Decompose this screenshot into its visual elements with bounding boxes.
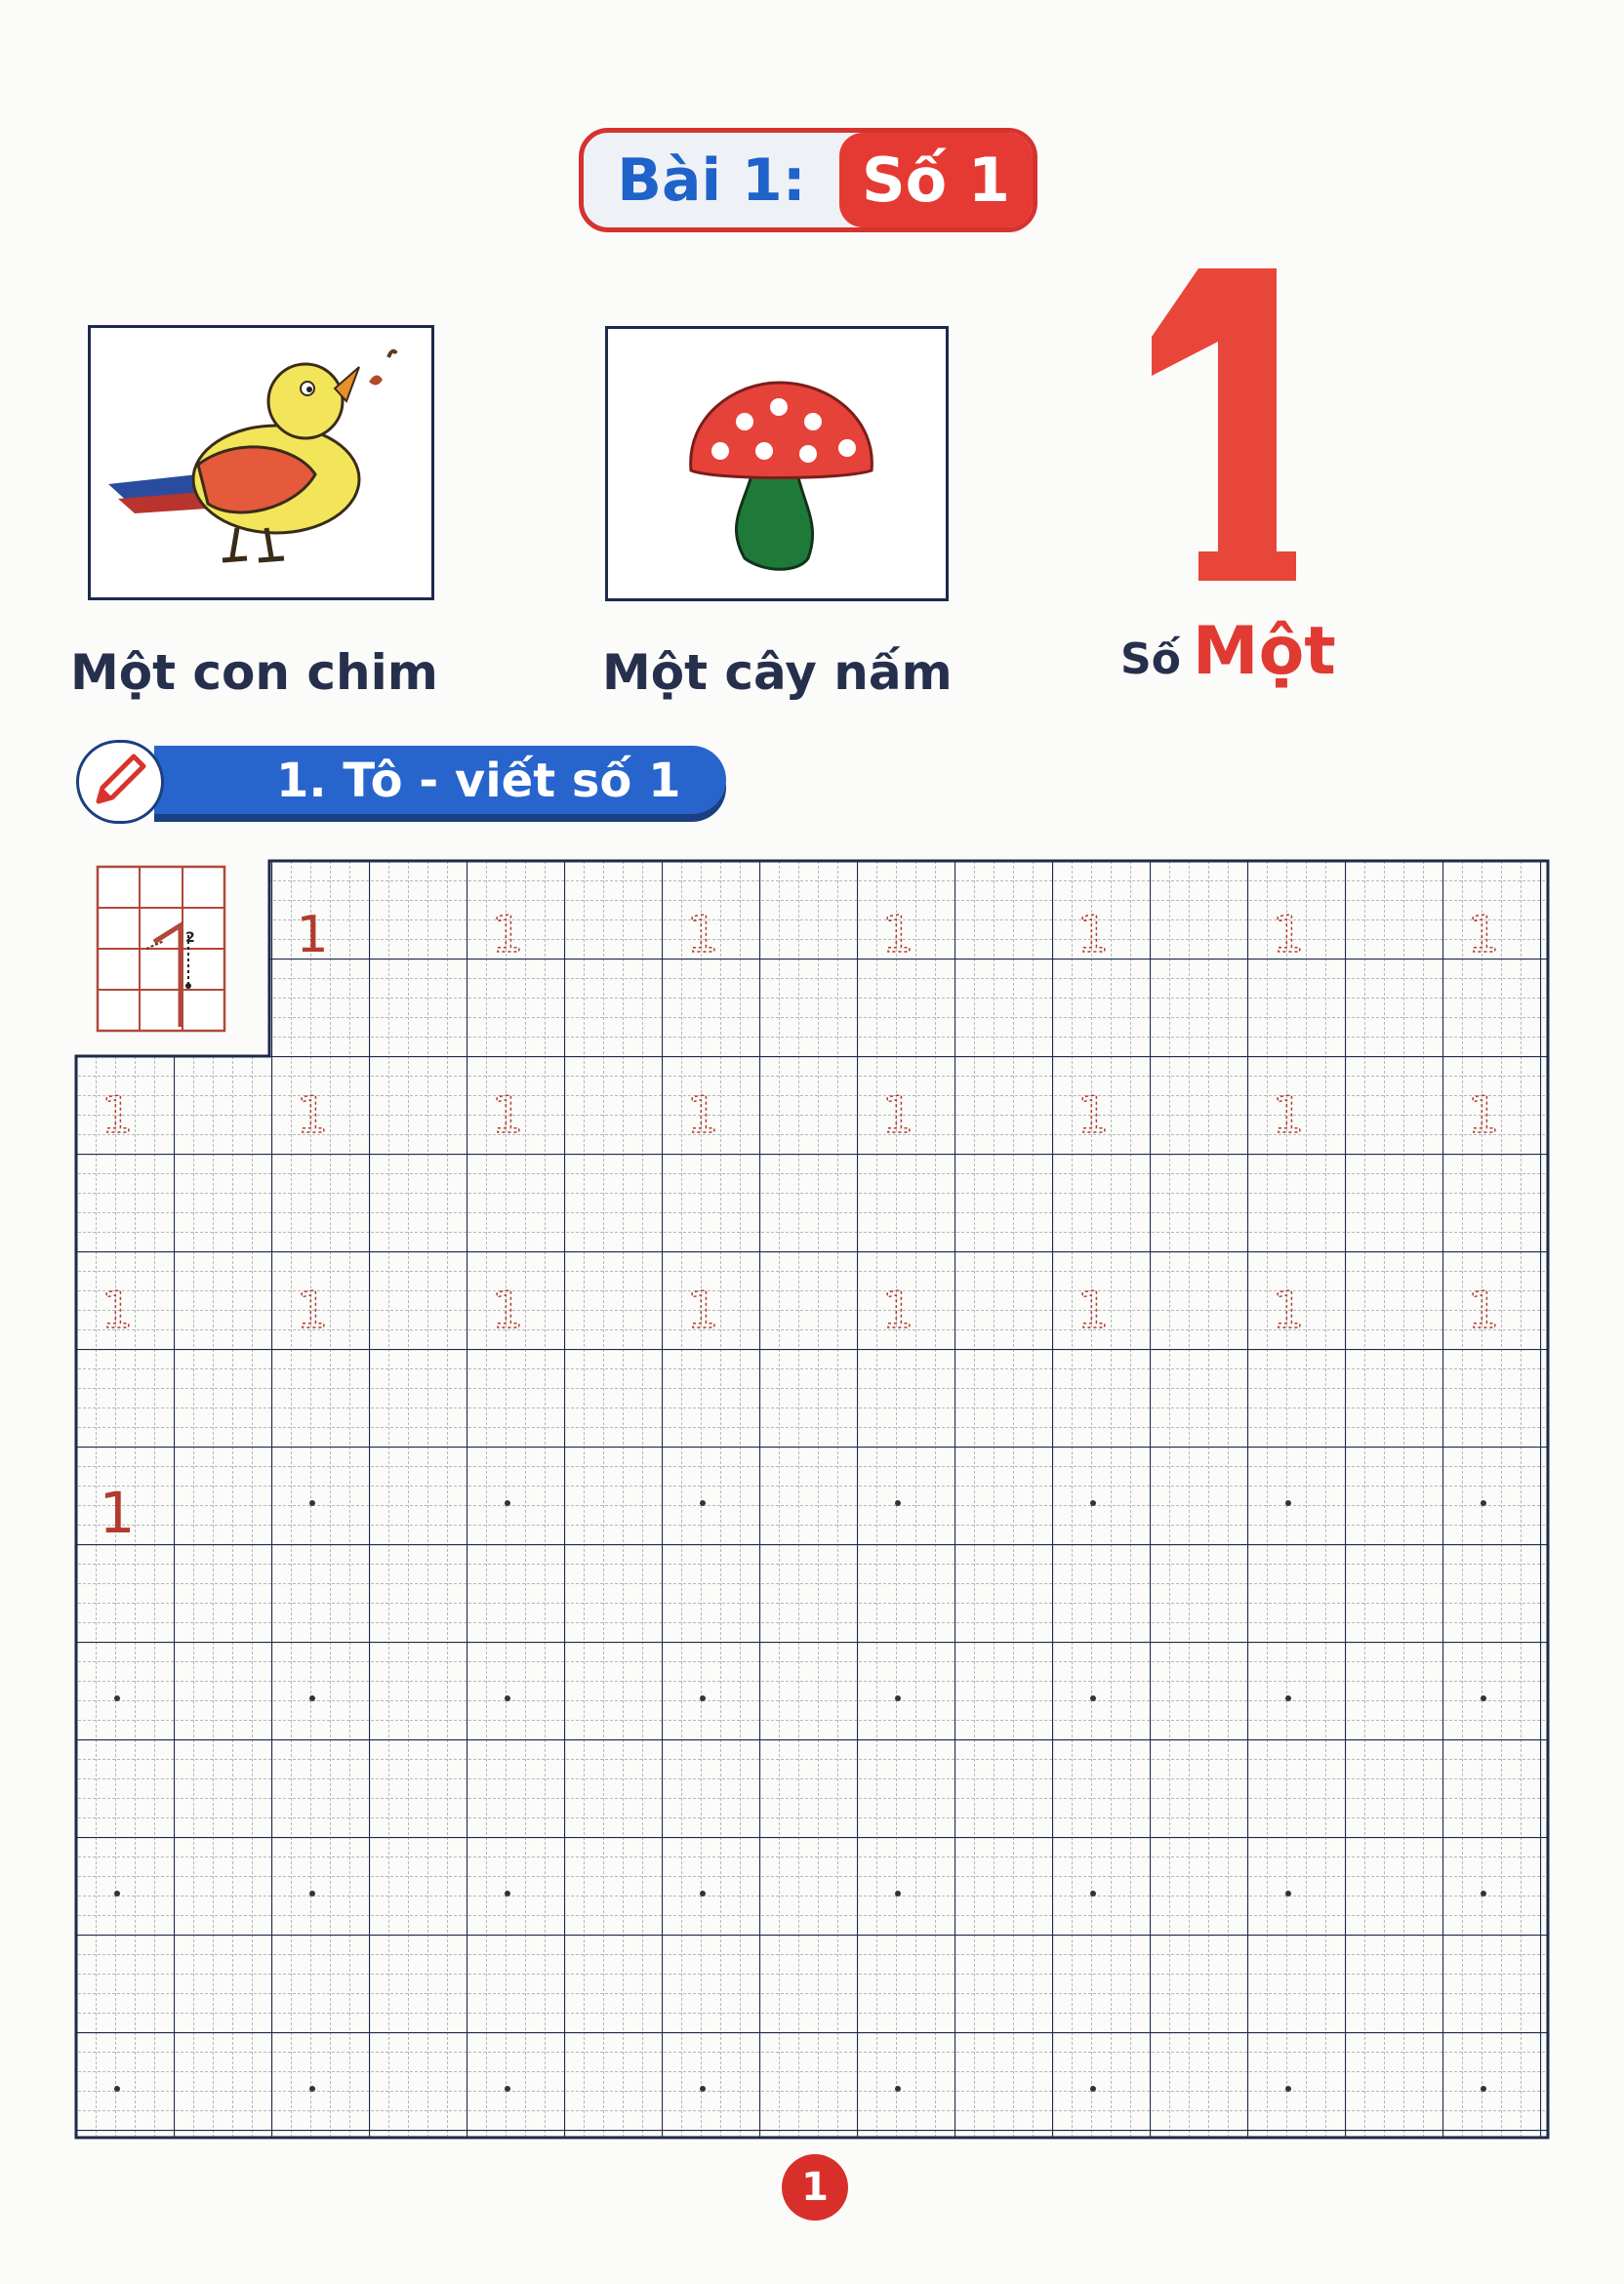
- section-title: 1. Tô - viết số 1: [276, 754, 681, 808]
- start-dot: [700, 2086, 706, 2092]
- start-dot: [1285, 1891, 1291, 1897]
- start-dot: [1090, 1500, 1096, 1506]
- trace-digit: 1: [1272, 906, 1305, 964]
- trace-digit: 1: [1076, 906, 1110, 964]
- start-dot: [114, 2086, 120, 2092]
- page-number: 1: [782, 2154, 848, 2221]
- trace-digit: 1: [686, 1282, 719, 1340]
- start-dot: [1481, 1891, 1486, 1897]
- model-digit: 1: [99, 1480, 136, 1546]
- start-dot: [895, 1695, 901, 1701]
- start-dot: [700, 1500, 706, 1506]
- model-digit: 1: [296, 906, 329, 964]
- start-dot: [1285, 1500, 1291, 1506]
- trace-digit: 1: [1467, 1282, 1500, 1340]
- mushroom-caption: Một cây nấm: [602, 644, 953, 701]
- start-dot: [309, 1891, 315, 1897]
- trace-digit: 1: [101, 1282, 134, 1340]
- trace-digit: 1: [1467, 1086, 1500, 1145]
- start-dot: [1090, 1695, 1096, 1701]
- trace-digit: 1: [296, 1282, 329, 1340]
- stroke-guide-box: [98, 867, 224, 1031]
- start-dot: [309, 1500, 315, 1506]
- trace-digit: 1: [1076, 1282, 1110, 1340]
- trace-digit: 1: [296, 1086, 329, 1145]
- trace-digit: 1: [881, 1282, 914, 1340]
- trace-digit: 1: [686, 1086, 719, 1145]
- start-dot: [895, 2086, 901, 2092]
- trace-digit: 1: [1272, 1282, 1305, 1340]
- start-dot: [505, 1695, 510, 1701]
- trace-digit: 1: [101, 1086, 134, 1145]
- start-dot: [309, 1695, 315, 1701]
- trace-digit: 1: [491, 1086, 524, 1145]
- start-dot: [700, 1891, 706, 1897]
- start-dot: [700, 1695, 706, 1701]
- bird-caption: Một con chim: [70, 644, 438, 701]
- start-dot: [114, 1891, 120, 1897]
- number-word-prefix: Số: [1120, 634, 1181, 684]
- number-word-main: Một: [1192, 613, 1336, 690]
- start-dot: [1285, 1695, 1291, 1701]
- start-dot: [895, 1500, 901, 1506]
- trace-digit: 1: [1467, 906, 1500, 964]
- start-dot: [1090, 1891, 1096, 1897]
- trace-digit: 1: [881, 906, 914, 964]
- start-dot: [895, 1891, 901, 1897]
- start-dot: [1090, 2086, 1096, 2092]
- trace-digit: 1: [686, 906, 719, 964]
- start-dot: [505, 2086, 510, 2092]
- stroke-order-number: 2: [185, 930, 195, 946]
- start-dot: [505, 1891, 510, 1897]
- trace-digit: 1: [491, 1282, 524, 1340]
- start-dot: [114, 1695, 120, 1701]
- trace-digit: 1: [1076, 1086, 1110, 1145]
- start-dot: [309, 2086, 315, 2092]
- trace-digit: 1: [1272, 1086, 1305, 1145]
- trace-digit: 1: [491, 906, 524, 964]
- lesson-number: Bài 1:: [617, 145, 806, 215]
- start-dot: [1481, 1500, 1486, 1506]
- start-dot: [1481, 2086, 1486, 2092]
- lesson-topic: Số 1: [839, 133, 1033, 227]
- trace-digit: 1: [881, 1086, 914, 1145]
- start-dot: [505, 1500, 510, 1506]
- start-dot: [1285, 2086, 1291, 2092]
- start-dot: [1481, 1695, 1486, 1701]
